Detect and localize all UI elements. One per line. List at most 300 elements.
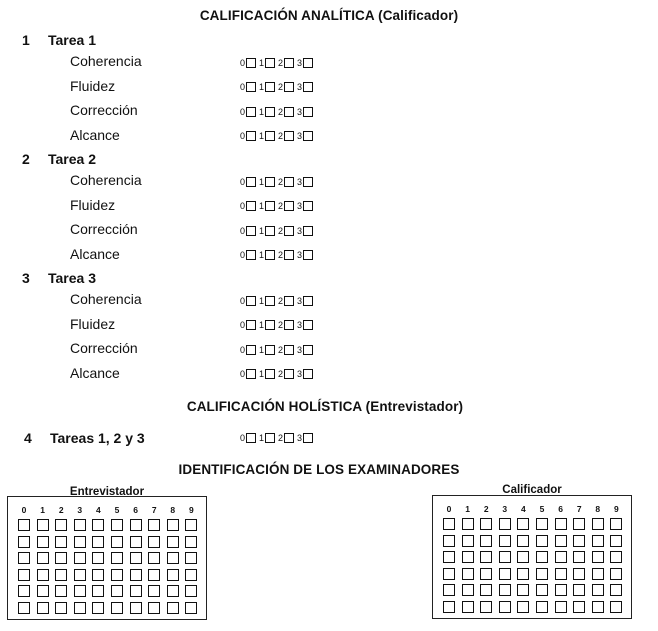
rating-checkbox[interactable] — [265, 177, 275, 187]
rating-option-1[interactable] — [259, 295, 275, 306]
digit-checkbox[interactable] — [573, 568, 585, 580]
rating-checkbox[interactable] — [284, 107, 294, 117]
rating-value-label: 0 — [240, 82, 246, 93]
digit-checkbox[interactable] — [185, 569, 197, 581]
rating-value-label: 1 — [259, 369, 265, 380]
rating-checkbox[interactable] — [265, 345, 275, 355]
rating-value-label: 3 — [297, 369, 303, 380]
rating-checkbox[interactable] — [265, 82, 275, 92]
digit-column-label: 5 — [539, 504, 545, 514]
rating-checkbox[interactable] — [303, 58, 313, 68]
rating-option-2[interactable] — [278, 320, 294, 331]
examiner-id-grid — [432, 495, 632, 619]
rating-value-label: 1 — [259, 344, 265, 355]
rating-checkbox[interactable] — [284, 131, 294, 141]
digit-checkbox[interactable] — [167, 552, 179, 564]
digit-checkbox[interactable] — [517, 584, 529, 596]
rating-option-2[interactable] — [278, 82, 294, 93]
rating-option-1[interactable] — [259, 225, 275, 236]
digit-checkbox[interactable] — [573, 518, 585, 530]
criterion-label: Alcance — [70, 245, 120, 262]
digit-checkbox[interactable] — [130, 569, 142, 581]
digit-checkbox[interactable] — [92, 519, 104, 531]
rating-checkbox[interactable] — [284, 320, 294, 330]
digit-checkbox[interactable] — [111, 569, 123, 581]
digit-checkbox[interactable] — [55, 536, 67, 548]
digit-checkbox[interactable] — [573, 535, 585, 547]
rating-option-3[interactable] — [297, 201, 313, 212]
criterion-label: Alcance — [70, 364, 120, 381]
rating-option-0[interactable] — [240, 82, 256, 93]
digit-checkbox[interactable] — [573, 551, 585, 563]
rating-checkbox[interactable] — [284, 296, 294, 306]
rating-checkbox[interactable] — [303, 296, 313, 306]
digit-checkbox[interactable] — [55, 519, 67, 531]
rating-option-1[interactable] — [259, 106, 275, 117]
rating-checkbox[interactable] — [303, 131, 313, 141]
rating-checkbox[interactable] — [284, 177, 294, 187]
digit-checkbox[interactable] — [536, 584, 548, 596]
digit-checkbox[interactable] — [111, 519, 123, 531]
rating-option-2[interactable] — [278, 176, 294, 187]
rating-option-2[interactable] — [278, 225, 294, 236]
digit-checkbox[interactable] — [55, 585, 67, 597]
digit-checkbox[interactable] — [499, 535, 511, 547]
rating-option-3[interactable] — [297, 106, 313, 117]
criterion-label: Coherencia — [70, 53, 142, 69]
digit-column-label: 9 — [189, 505, 194, 515]
rating-checkbox[interactable] — [265, 201, 275, 211]
rating-value-label: 1 — [259, 250, 265, 261]
digit-checkbox[interactable] — [610, 551, 622, 563]
digit-checkbox[interactable] — [443, 584, 455, 596]
digit-checkbox[interactable] — [443, 601, 455, 613]
digit-checkbox[interactable] — [185, 552, 197, 564]
digit-checkbox[interactable] — [167, 585, 179, 597]
rating-option-0[interactable] — [240, 106, 256, 117]
rating-checkbox[interactable] — [246, 177, 256, 187]
rating-value-label: 0 — [240, 344, 246, 355]
rating-value-label: 3 — [297, 82, 303, 93]
rating-checkbox[interactable] — [265, 296, 275, 306]
rating-checkbox[interactable] — [303, 369, 313, 379]
rating-checkbox[interactable] — [284, 433, 294, 443]
rating-value-label: 0 — [240, 201, 246, 212]
digit-checkbox[interactable] — [480, 551, 492, 563]
rating-option-3[interactable] — [297, 344, 313, 355]
rating-option-0[interactable] — [240, 131, 256, 142]
digit-checkbox[interactable] — [148, 552, 160, 564]
digit-checkbox[interactable] — [443, 535, 455, 547]
digit-checkbox[interactable] — [37, 585, 49, 597]
rating-option-1[interactable] — [259, 369, 275, 380]
rating-scale — [240, 201, 316, 212]
digit-checkbox[interactable] — [55, 602, 67, 614]
criterion-label: Fluidez — [70, 196, 116, 213]
digit-checkbox[interactable] — [74, 536, 86, 548]
rating-option-1[interactable] — [259, 344, 275, 355]
digit-checkbox[interactable] — [37, 602, 49, 614]
rating-option-2[interactable] — [278, 344, 294, 355]
examiners-section-title: IDENTIFICACIÓN DE LOS EXAMINADORES — [178, 462, 460, 477]
digit-checkbox[interactable] — [167, 602, 179, 614]
rating-value-label: 0 — [240, 225, 246, 236]
digit-checkbox[interactable] — [573, 601, 585, 613]
rating-checkbox[interactable] — [303, 345, 313, 355]
digit-checkbox[interactable] — [480, 601, 492, 613]
rating-checkbox[interactable] — [246, 433, 256, 443]
digit-column-label: 3 — [77, 505, 83, 515]
rating-checkbox[interactable] — [265, 369, 275, 379]
digit-checkbox[interactable] — [111, 536, 123, 548]
rating-checkbox[interactable] — [246, 201, 256, 211]
rating-value-label: 3 — [297, 131, 303, 142]
task-number: 1 — [22, 32, 30, 48]
rating-value-label: 3 — [297, 201, 303, 212]
digit-checkbox[interactable] — [480, 584, 492, 596]
rating-option-3[interactable] — [297, 131, 313, 142]
digit-column-label: 2 — [58, 505, 64, 515]
rating-value-label: 0 — [240, 295, 246, 306]
digit-checkbox[interactable] — [18, 602, 30, 614]
rating-checkbox[interactable] — [284, 250, 294, 260]
rating-option-3[interactable] — [297, 369, 313, 380]
digit-checkbox[interactable] — [37, 536, 49, 548]
rating-option-1[interactable] — [259, 131, 275, 142]
digit-checkbox[interactable] — [18, 519, 30, 531]
rating-checkbox[interactable] — [265, 131, 275, 141]
rating-checkbox[interactable] — [284, 82, 294, 92]
criterion-label: Alcance — [70, 126, 120, 143]
rating-option-1[interactable] — [259, 250, 275, 261]
rating-option-0[interactable] — [240, 201, 256, 212]
digit-checkbox[interactable] — [592, 568, 604, 580]
digit-checkbox[interactable] — [443, 551, 455, 563]
rating-value-label: 2 — [278, 369, 284, 380]
digit-checkbox[interactable] — [480, 518, 492, 530]
digit-column-label: 7 — [576, 504, 582, 514]
digit-checkbox[interactable] — [167, 536, 179, 548]
rating-checkbox[interactable] — [265, 107, 275, 117]
rating-value-label: 2 — [278, 225, 284, 236]
rating-option-1[interactable] — [259, 176, 275, 187]
digit-checkbox[interactable] — [92, 602, 104, 614]
rating-option-0[interactable] — [240, 57, 256, 68]
task-name: Tarea 3 — [48, 270, 96, 286]
rating-option-2[interactable] — [278, 432, 294, 443]
rating-checkbox[interactable] — [246, 250, 256, 260]
digit-checkbox[interactable] — [111, 552, 123, 564]
rating-option-0[interactable] — [240, 295, 256, 306]
rating-value-label: 1 — [259, 106, 265, 117]
digit-checkbox[interactable] — [462, 584, 474, 596]
digit-checkbox[interactable] — [130, 585, 142, 597]
rating-scale — [240, 295, 316, 306]
digit-column-label: 6 — [133, 505, 138, 515]
digit-checkbox[interactable] — [18, 585, 30, 597]
rating-option-0[interactable] — [240, 344, 256, 355]
digit-checkbox[interactable] — [148, 585, 160, 597]
digit-checkbox[interactable] — [18, 552, 30, 564]
task-name: Tarea 2 — [48, 151, 96, 167]
rating-checkbox[interactable] — [246, 82, 256, 92]
digit-checkbox[interactable] — [555, 518, 567, 530]
rating-option-3[interactable] — [297, 176, 313, 187]
digit-checkbox[interactable] — [499, 601, 511, 613]
criterion-label: Corrección — [70, 102, 138, 118]
digit-checkbox[interactable] — [185, 602, 197, 614]
rating-checkbox[interactable] — [303, 82, 313, 92]
digit-checkbox[interactable] — [148, 519, 160, 531]
rating-scale — [240, 344, 316, 355]
digit-checkbox[interactable] — [74, 569, 86, 581]
digit-checkbox[interactable] — [130, 552, 142, 564]
digit-checkbox[interactable] — [37, 519, 49, 531]
rating-value-label: 2 — [278, 106, 284, 117]
rating-value-label: 2 — [278, 176, 284, 187]
rating-checkbox[interactable] — [246, 320, 256, 330]
rating-checkbox[interactable] — [246, 131, 256, 141]
digit-checkbox[interactable] — [462, 601, 474, 613]
digit-checkbox[interactable] — [517, 551, 529, 563]
rating-option-2[interactable] — [278, 131, 294, 142]
rating-checkbox[interactable] — [246, 369, 256, 379]
digit-checkbox[interactable] — [92, 585, 104, 597]
digit-checkbox[interactable] — [185, 585, 197, 597]
rating-option-2[interactable] — [278, 369, 294, 380]
rating-checkbox[interactable] — [303, 320, 313, 330]
digit-checkbox[interactable] — [462, 518, 474, 530]
digit-checkbox[interactable] — [443, 518, 455, 530]
digit-checkbox[interactable] — [517, 568, 529, 580]
rating-checkbox[interactable] — [265, 226, 275, 236]
digit-checkbox[interactable] — [18, 536, 30, 548]
digit-checkbox[interactable] — [592, 551, 604, 563]
rating-option-1[interactable] — [259, 201, 275, 212]
rating-checkbox[interactable] — [284, 369, 294, 379]
rating-option-0[interactable] — [240, 369, 256, 380]
rating-checkbox[interactable] — [303, 107, 313, 117]
rating-checkbox[interactable] — [265, 250, 275, 260]
task-name: Tareas 1, 2 y 3 — [50, 430, 145, 446]
rating-checkbox[interactable] — [303, 177, 313, 187]
rating-checkbox[interactable] — [265, 58, 275, 68]
rating-scale — [240, 106, 316, 117]
digit-checkbox[interactable] — [18, 569, 30, 581]
digit-checkbox[interactable] — [517, 601, 529, 613]
rating-value-label: 0 — [240, 176, 246, 187]
digit-column-label: 7 — [151, 505, 157, 515]
digit-checkbox[interactable] — [480, 568, 492, 580]
digit-checkbox[interactable] — [74, 602, 86, 614]
rating-option-3[interactable] — [297, 250, 313, 261]
rating-checkbox[interactable] — [246, 107, 256, 117]
rating-value-label: 1 — [259, 225, 265, 236]
digit-column-label: 2 — [483, 504, 489, 514]
digit-column-label: 9 — [614, 504, 619, 514]
rating-value-label: 2 — [278, 57, 284, 68]
digit-checkbox[interactable] — [536, 551, 548, 563]
digit-checkbox[interactable] — [443, 568, 455, 580]
digit-checkbox[interactable] — [536, 535, 548, 547]
rating-checkbox[interactable] — [246, 58, 256, 68]
digit-checkbox[interactable] — [610, 601, 622, 613]
digit-checkbox[interactable] — [610, 584, 622, 596]
rating-checkbox[interactable] — [265, 433, 275, 443]
digit-checkbox[interactable] — [55, 552, 67, 564]
rating-option-2[interactable] — [278, 250, 294, 261]
digit-checkbox[interactable] — [37, 552, 49, 564]
rating-option-0[interactable] — [240, 432, 256, 443]
digit-checkbox[interactable] — [55, 569, 67, 581]
rating-value-label: 2 — [278, 432, 284, 443]
rating-option-3[interactable] — [297, 295, 313, 306]
digit-checkbox[interactable] — [610, 535, 622, 547]
digit-checkbox[interactable] — [92, 569, 104, 581]
criterion-label: Fluidez — [70, 77, 116, 94]
digit-checkbox[interactable] — [185, 536, 197, 548]
rating-option-1[interactable] — [259, 320, 275, 331]
digit-checkbox[interactable] — [555, 535, 567, 547]
digit-checkbox[interactable] — [592, 535, 604, 547]
digit-checkbox[interactable] — [536, 518, 548, 530]
rating-option-2[interactable] — [278, 106, 294, 117]
examiner-grid-title: Entrevistador — [69, 486, 145, 498]
rating-checkbox[interactable] — [246, 296, 256, 306]
task-number: 4 — [24, 430, 32, 446]
rating-option-0[interactable] — [240, 320, 256, 331]
rating-value-label: 1 — [259, 320, 265, 331]
digit-checkbox[interactable] — [130, 519, 142, 531]
criterion-label: Corrección — [70, 221, 138, 237]
digit-checkbox[interactable] — [74, 519, 86, 531]
digit-column-label: 4 — [96, 505, 101, 515]
rating-checkbox[interactable] — [303, 226, 313, 236]
digit-column-label: 0 — [446, 504, 452, 514]
rating-checkbox[interactable] — [303, 201, 313, 211]
rating-checkbox[interactable] — [303, 250, 313, 260]
examiner-grid-title: Calificador — [502, 484, 562, 496]
rating-value-label: 2 — [278, 82, 284, 93]
digit-checkbox[interactable] — [130, 602, 142, 614]
digit-checkbox[interactable] — [536, 568, 548, 580]
task-number: 3 — [22, 270, 30, 286]
rating-option-1[interactable] — [259, 57, 275, 68]
digit-checkbox[interactable] — [592, 601, 604, 613]
digit-checkbox[interactable] — [480, 535, 492, 547]
digit-checkbox[interactable] — [148, 602, 160, 614]
criterion-label: Corrección — [70, 340, 138, 356]
rating-value-label: 2 — [278, 295, 284, 306]
rating-option-3[interactable] — [297, 432, 313, 443]
digit-column-label: 8 — [595, 504, 601, 514]
digit-checkbox[interactable] — [592, 584, 604, 596]
rating-value-label: 1 — [259, 176, 265, 187]
rating-value-label: 1 — [259, 295, 265, 306]
rating-scale — [240, 225, 316, 236]
digit-checkbox[interactable] — [555, 551, 567, 563]
rating-scale — [240, 250, 316, 261]
rating-option-1[interactable] — [259, 432, 275, 443]
rating-option-0[interactable] — [240, 176, 256, 187]
rating-option-3[interactable] — [297, 225, 313, 236]
digit-checkbox[interactable] — [462, 535, 474, 547]
rating-value-label: 3 — [297, 295, 303, 306]
rating-checkbox[interactable] — [284, 201, 294, 211]
digit-checkbox[interactable] — [111, 602, 123, 614]
digit-checkbox[interactable] — [555, 601, 567, 613]
rating-value-label: 1 — [259, 432, 265, 443]
rating-option-3[interactable] — [297, 57, 313, 68]
digit-checkbox[interactable] — [517, 535, 529, 547]
rating-option-2[interactable] — [278, 57, 294, 68]
criterion-label: Fluidez — [70, 315, 116, 332]
rating-checkbox[interactable] — [284, 345, 294, 355]
rating-option-3[interactable] — [297, 320, 313, 331]
rating-checkbox[interactable] — [284, 58, 294, 68]
rating-scale — [240, 131, 316, 142]
digit-checkbox[interactable] — [555, 568, 567, 580]
rating-checkbox[interactable] — [246, 345, 256, 355]
digit-checkbox[interactable] — [130, 536, 142, 548]
digit-checkbox[interactable] — [499, 568, 511, 580]
digit-checkbox[interactable] — [74, 585, 86, 597]
digit-checkbox[interactable] — [111, 585, 123, 597]
rating-value-label: 0 — [240, 320, 246, 331]
digit-checkbox[interactable] — [517, 518, 529, 530]
digit-checkbox[interactable] — [148, 569, 160, 581]
digit-checkbox[interactable] — [499, 584, 511, 596]
rating-option-0[interactable] — [240, 225, 256, 236]
digit-checkbox[interactable] — [555, 584, 567, 596]
digit-checkbox[interactable] — [462, 568, 474, 580]
rating-checkbox[interactable] — [265, 320, 275, 330]
digit-checkbox[interactable] — [610, 568, 622, 580]
rating-value-label: 3 — [297, 176, 303, 187]
digit-checkbox[interactable] — [74, 552, 86, 564]
rating-option-0[interactable] — [240, 250, 256, 261]
digit-checkbox[interactable] — [499, 518, 511, 530]
digit-checkbox[interactable] — [536, 601, 548, 613]
criterion-label: Coherencia — [70, 172, 142, 188]
digit-checkbox[interactable] — [592, 518, 604, 530]
digit-checkbox[interactable] — [37, 569, 49, 581]
rating-checkbox[interactable] — [303, 433, 313, 443]
rating-option-1[interactable] — [259, 82, 275, 93]
digit-checkbox[interactable] — [499, 551, 511, 563]
rating-option-3[interactable] — [297, 82, 313, 93]
rating-value-label: 3 — [297, 432, 303, 443]
rating-checkbox[interactable] — [284, 226, 294, 236]
digit-checkbox[interactable] — [148, 536, 160, 548]
rating-checkbox[interactable] — [246, 226, 256, 236]
digit-checkbox[interactable] — [462, 551, 474, 563]
rating-value-label: 3 — [297, 250, 303, 261]
rating-option-2[interactable] — [278, 295, 294, 306]
digit-checkbox[interactable] — [167, 519, 179, 531]
digit-checkbox[interactable] — [185, 519, 197, 531]
digit-checkbox[interactable] — [610, 518, 622, 530]
rating-value-label: 3 — [297, 225, 303, 236]
digit-checkbox[interactable] — [92, 536, 104, 548]
rating-option-2[interactable] — [278, 201, 294, 212]
digit-checkbox[interactable] — [573, 584, 585, 596]
digit-checkbox[interactable] — [92, 552, 104, 564]
rating-scale — [240, 320, 316, 331]
digit-checkbox[interactable] — [167, 569, 179, 581]
rating-value-label: 1 — [259, 201, 265, 212]
rating-value-label: 2 — [278, 320, 284, 331]
